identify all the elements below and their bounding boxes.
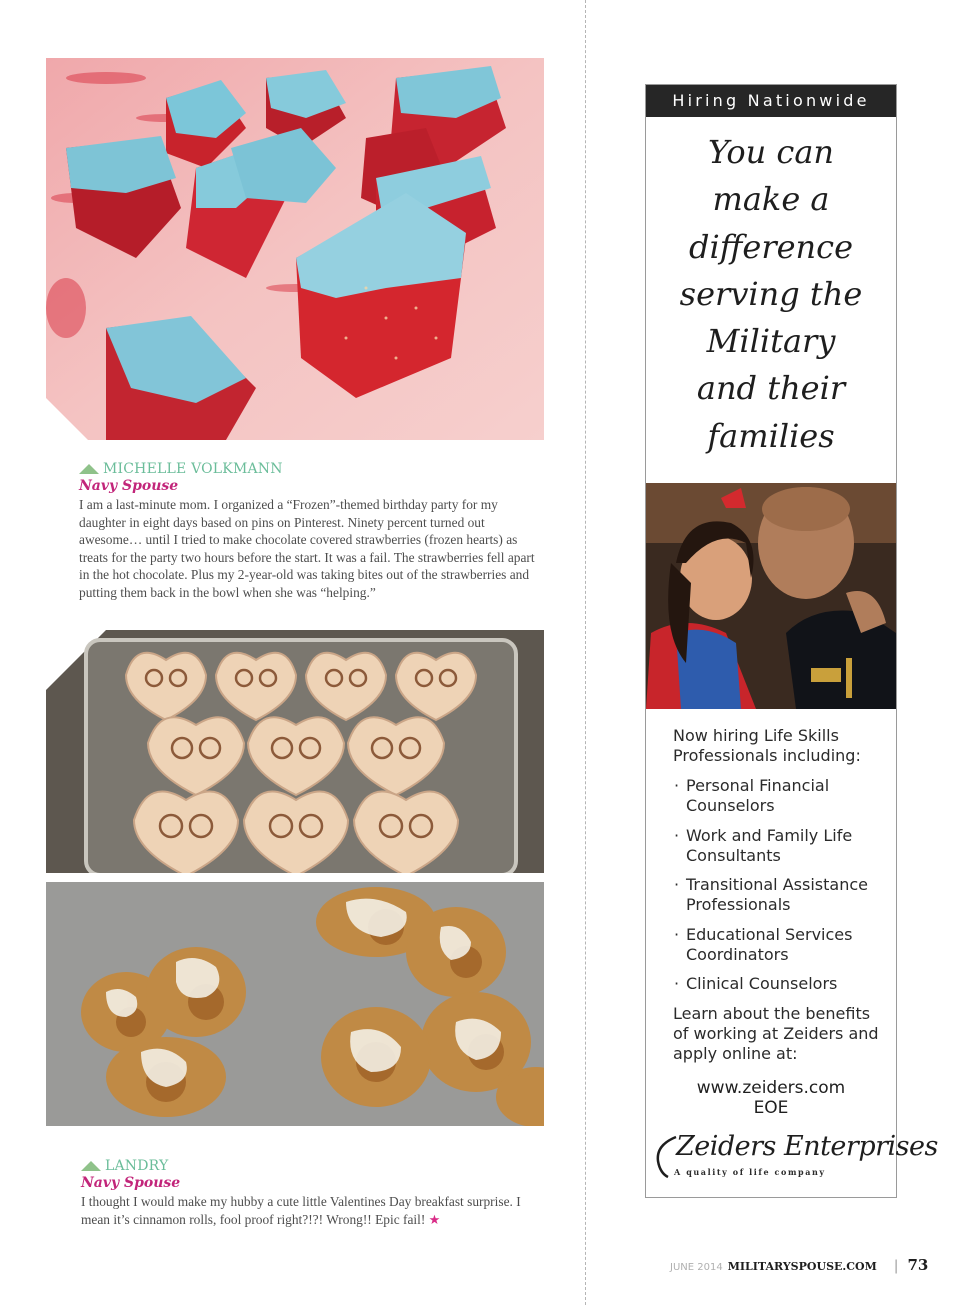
position-item: · Work and Family Life Consultants bbox=[673, 826, 891, 866]
position-item: · Transitional Assistance Professionals bbox=[673, 875, 891, 915]
contributor-name: MICHELLE VOLKMANN bbox=[79, 460, 539, 478]
contributor-name: LANDRY bbox=[81, 1157, 541, 1175]
baked-cinnamon-rolls-photo bbox=[46, 882, 544, 1126]
ad-intro: Now hiring Life Skills Professionals including: bbox=[673, 726, 861, 765]
site-name[interactable]: MILITARYSPOUSE.COM bbox=[727, 1260, 877, 1273]
story-text: I am a last-minute mom. I organized a “Frozen”-themed birthday party for my daughter in eight days based on pins on Pinterest. Ninety percent turned out awesome… until I tried to make chocolate covered strawberries (frozen hearts) as treats for the party two hours before the start. It was a fail. The strawberries fell apart in the hot chocolate. Plus my 2-year-old was taking bites out of the strawberries and putting them back in the bowl when she was “helping.” bbox=[79, 497, 535, 600]
eoe-label: EOE bbox=[753, 1098, 789, 1118]
positions-list bbox=[673, 776, 891, 994]
issue-date: JUNE 2014 bbox=[670, 1262, 723, 1273]
strawberries-photo bbox=[46, 58, 544, 440]
zeiders-advertisement bbox=[645, 84, 938, 1198]
caption-landry bbox=[81, 1157, 541, 1228]
page-footer bbox=[670, 1256, 928, 1274]
position-item: · Educational Services Coordinators bbox=[673, 925, 891, 965]
star-icon: ★ bbox=[428, 1211, 441, 1227]
position-item: · Clinical Counselors bbox=[673, 974, 891, 994]
ad-learn-more: Learn about the benefits of working at Zeiders and apply online at: bbox=[673, 1003, 879, 1063]
story-text: I thought I would make my hubby a cute little Valentines Day breakfast surprise. I mean it’s cinnamon rolls, fool proof right?!?! Wrong!! Epic fail! ★ bbox=[81, 1194, 521, 1227]
contributor-role: Navy Spouse bbox=[79, 478, 179, 494]
triangle-icon bbox=[79, 464, 99, 474]
ad-header: Hiring Nationwide bbox=[646, 85, 896, 117]
raw-cinnamon-rolls-photo bbox=[46, 630, 544, 873]
ad-photo bbox=[646, 483, 896, 709]
position-item: · Personal Financial Counselors bbox=[673, 776, 891, 816]
contributor-role: Navy Spouse bbox=[81, 1175, 181, 1191]
ad-url[interactable]: www.zeiders.com EOE bbox=[646, 1078, 896, 1118]
zeiders-logo: Zeiders Enterprises A quality of life company bbox=[654, 1131, 890, 1183]
footer-separator: | bbox=[893, 1258, 899, 1274]
ad-body bbox=[673, 726, 891, 1064]
page-number: 73 bbox=[907, 1256, 929, 1274]
ad-slogan: You can make a difference serving the Military and their families bbox=[679, 133, 863, 455]
column-divider bbox=[585, 0, 586, 1305]
triangle-icon bbox=[81, 1161, 101, 1171]
caption-michelle-volkmann bbox=[79, 460, 539, 602]
